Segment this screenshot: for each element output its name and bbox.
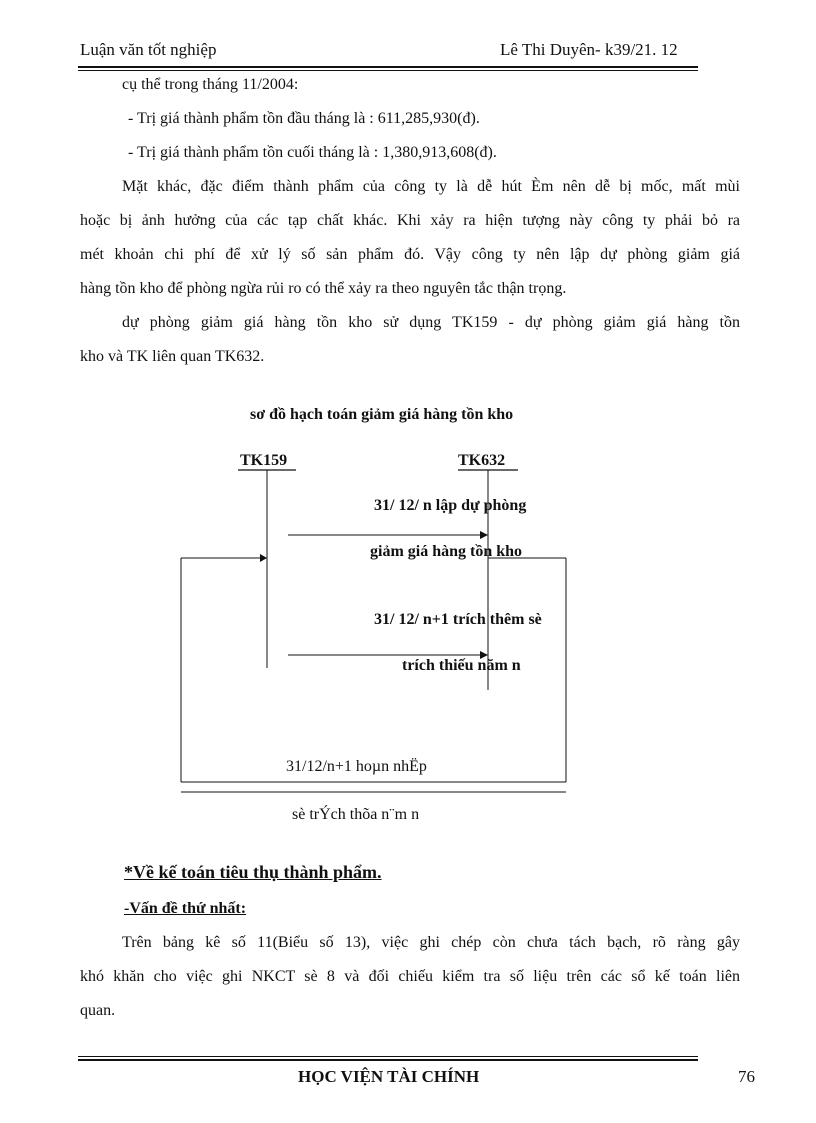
footer-rule-top [78, 1056, 698, 1057]
bullet-closing-value: - Trị giá thành phẩm tồn cuối tháng là : 1,380,913,608(đ). [128, 144, 497, 161]
paragraph-2-line-2: kho và TK liên quan TK632. [80, 348, 265, 365]
section-subheading: -Vấn đề thứ nhất: [124, 900, 247, 917]
entry-1-line-1: 31/ 12/ n lập dự phòng [374, 497, 527, 514]
paragraph-1-line-3: mét khoản chi phí để xử lý số sản phẩm đó. Vậy công ty nên lập dự phòng giảm giá [80, 246, 740, 263]
section-paragraph-line-2: khó khăn cho việc ghi NKCT sè 8 và đối chiếu kiểm tra số liệu trên các sổ kế toán liên [80, 968, 740, 985]
bullet-opening-value: - Trị giá thành phẩm tồn đầu tháng là : 611,285,930(đ). [128, 110, 480, 127]
reversal-label-line-1: 31/12/n+1 hoµn nhËp [286, 758, 427, 775]
entry-2-line-2: trích thiếu năm n [402, 657, 521, 674]
account-tk159: TK159 [240, 452, 288, 469]
footer-institution: HỌC VIỆN TÀI CHÍNH [298, 1067, 480, 1086]
body-intro-line: cụ thể trong tháng 11/2004: [122, 76, 299, 93]
paragraph-1-line-1: Mặt khác, đặc điểm thành phẩm của công ty là dễ hút Èm nên dễ bị mốc, mất mùi [122, 178, 740, 195]
account-tk632: TK632 [458, 452, 506, 469]
footer-rule-bottom [78, 1059, 698, 1061]
paragraph-1-line-2: hoặc bị ảnh hưởng của các tạp chất khác. Khi xảy ra hiện tượng này công ty phải bỏ ra [80, 212, 740, 229]
section-heading: *Về kế toán tiêu thụ thành phẩm. [124, 862, 382, 882]
diagram-title: sơ đồ hạch toán giảm giá hàng tồn kho [250, 406, 514, 423]
section-paragraph-line-1: Trên bảng kê số 11(Biểu số 13), việc ghi chép còn chưa tách bạch, rõ ràng gây [122, 934, 740, 951]
loop-arrow-head [260, 554, 267, 562]
entry-1-line-2: giảm giá hàng tồn kho [370, 543, 523, 560]
header-left-title: Luận văn tốt nghiệp [80, 40, 217, 59]
paragraph-1-line-4: hàng tồn kho để phòng ngừa rủi ro có thể xảy ra theo nguyên tắc thận trọng. [80, 280, 567, 297]
page-number: 76 [738, 1067, 755, 1086]
arrow-1-head [480, 531, 488, 539]
entry-2-line-1: 31/ 12/ n+1 trích thêm sè [374, 611, 542, 628]
header-right-author: Lê Thi Duyên- k39/21. 12 [500, 40, 678, 59]
section-paragraph-line-3: quan. [80, 1002, 116, 1019]
reversal-label-line-2: sè trÝch thõa n¨m n [292, 806, 420, 823]
paragraph-2-line-1: dự phòng giảm giá hàng tồn kho sử dụng TK159 - dự phòng giảm giá hàng tồn [122, 314, 740, 331]
